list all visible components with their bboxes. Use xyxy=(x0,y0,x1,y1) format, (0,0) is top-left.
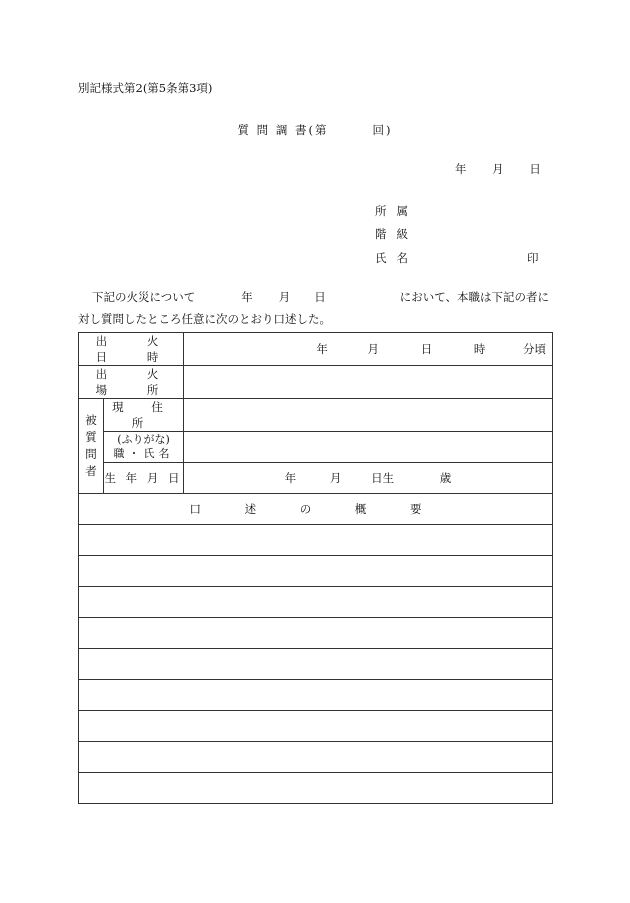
fire-year: 年 xyxy=(316,342,328,356)
rank-label: 階級 xyxy=(375,227,418,241)
intro-day: 日 xyxy=(314,290,326,304)
job-name-label: 職・氏名 xyxy=(113,447,174,460)
affiliation-label: 所属 xyxy=(375,204,418,218)
date-month: 月 xyxy=(492,162,504,176)
summary-line-field[interactable] xyxy=(79,773,553,804)
birth-row xyxy=(79,463,553,494)
summary-line-field[interactable] xyxy=(79,525,553,556)
form-number-label: 別記様式第2(第5条第3項) xyxy=(78,81,213,95)
summary-line-field[interactable] xyxy=(79,742,553,773)
fire-place-row xyxy=(79,366,553,399)
signature-affiliation xyxy=(375,203,418,219)
fire-hour: 時 xyxy=(473,342,486,356)
fire-datetime-label: 出 火 日 時 xyxy=(79,333,184,366)
summary-line xyxy=(79,680,553,711)
fire-month: 月 xyxy=(367,342,380,356)
date-day: 日 xyxy=(529,162,541,176)
summary-line-field[interactable] xyxy=(79,618,553,649)
questioned-char-4: 者 xyxy=(85,464,97,478)
intro-part2: において、本職は下記の者に対し質問したところ任意に次のとおり口述した。 xyxy=(78,290,550,326)
summary-line-field[interactable] xyxy=(79,556,553,587)
intro-year: 年 xyxy=(241,290,253,304)
birth-month: 月 xyxy=(329,471,342,485)
summary-line-field[interactable] xyxy=(79,680,553,711)
fire-minute: 分頃 xyxy=(523,342,546,356)
fire-day: 日 xyxy=(420,342,433,356)
summary-line xyxy=(79,525,553,556)
questioned-char-3: 問 xyxy=(85,447,97,461)
signature-rank xyxy=(375,226,418,242)
summary-line xyxy=(79,773,553,804)
summary-line-field[interactable] xyxy=(79,587,553,618)
fire-place-field[interactable] xyxy=(184,366,553,399)
name-row xyxy=(79,432,553,463)
summary-label: 口 述 の 概 要 xyxy=(79,494,553,525)
intro-month: 月 xyxy=(278,290,291,304)
questioned-person-label xyxy=(79,399,104,494)
summary-line-field[interactable] xyxy=(79,711,553,742)
questioned-char-1: 被 xyxy=(85,413,97,427)
job-name-field[interactable] xyxy=(184,432,553,463)
title-main: 質 問 調 書(第 xyxy=(237,123,329,137)
interview-form-table xyxy=(78,332,553,804)
signature-name xyxy=(375,250,539,266)
job-name-label-cell xyxy=(104,432,184,463)
fire-datetime-field[interactable] xyxy=(184,333,553,366)
summary-line xyxy=(79,618,553,649)
intro-paragraph xyxy=(78,286,553,330)
birth-label: 生 年 月 日 xyxy=(104,463,184,494)
questioned-char-2: 質 xyxy=(85,430,97,444)
birth-field[interactable] xyxy=(184,463,553,494)
birth-year: 年 xyxy=(284,471,297,485)
summary-line xyxy=(79,649,553,680)
intro-part1: 下記の火災について xyxy=(92,290,196,304)
fire-datetime-row xyxy=(79,333,553,366)
summary-line xyxy=(79,742,553,773)
date-year: 年 xyxy=(455,162,467,176)
summary-line xyxy=(79,587,553,618)
birth-day: 日生 xyxy=(371,471,395,485)
address-field[interactable] xyxy=(184,399,553,432)
name-label: 氏名 xyxy=(375,251,418,265)
fire-place-label: 出 火 場 所 xyxy=(79,366,184,399)
title-end: 回) xyxy=(372,123,393,137)
document-date xyxy=(455,161,541,177)
birth-age: 歳 xyxy=(439,471,452,485)
furigana-label: (ふりがな) xyxy=(117,433,170,446)
summary-line xyxy=(79,711,553,742)
seal-mark: 印 xyxy=(527,251,539,265)
summary-line xyxy=(79,556,553,587)
document-title xyxy=(0,122,630,138)
address-label: 現 住 所 xyxy=(104,399,184,432)
address-row xyxy=(79,399,553,432)
summary-line-field[interactable] xyxy=(79,649,553,680)
summary-header-row xyxy=(79,494,553,525)
